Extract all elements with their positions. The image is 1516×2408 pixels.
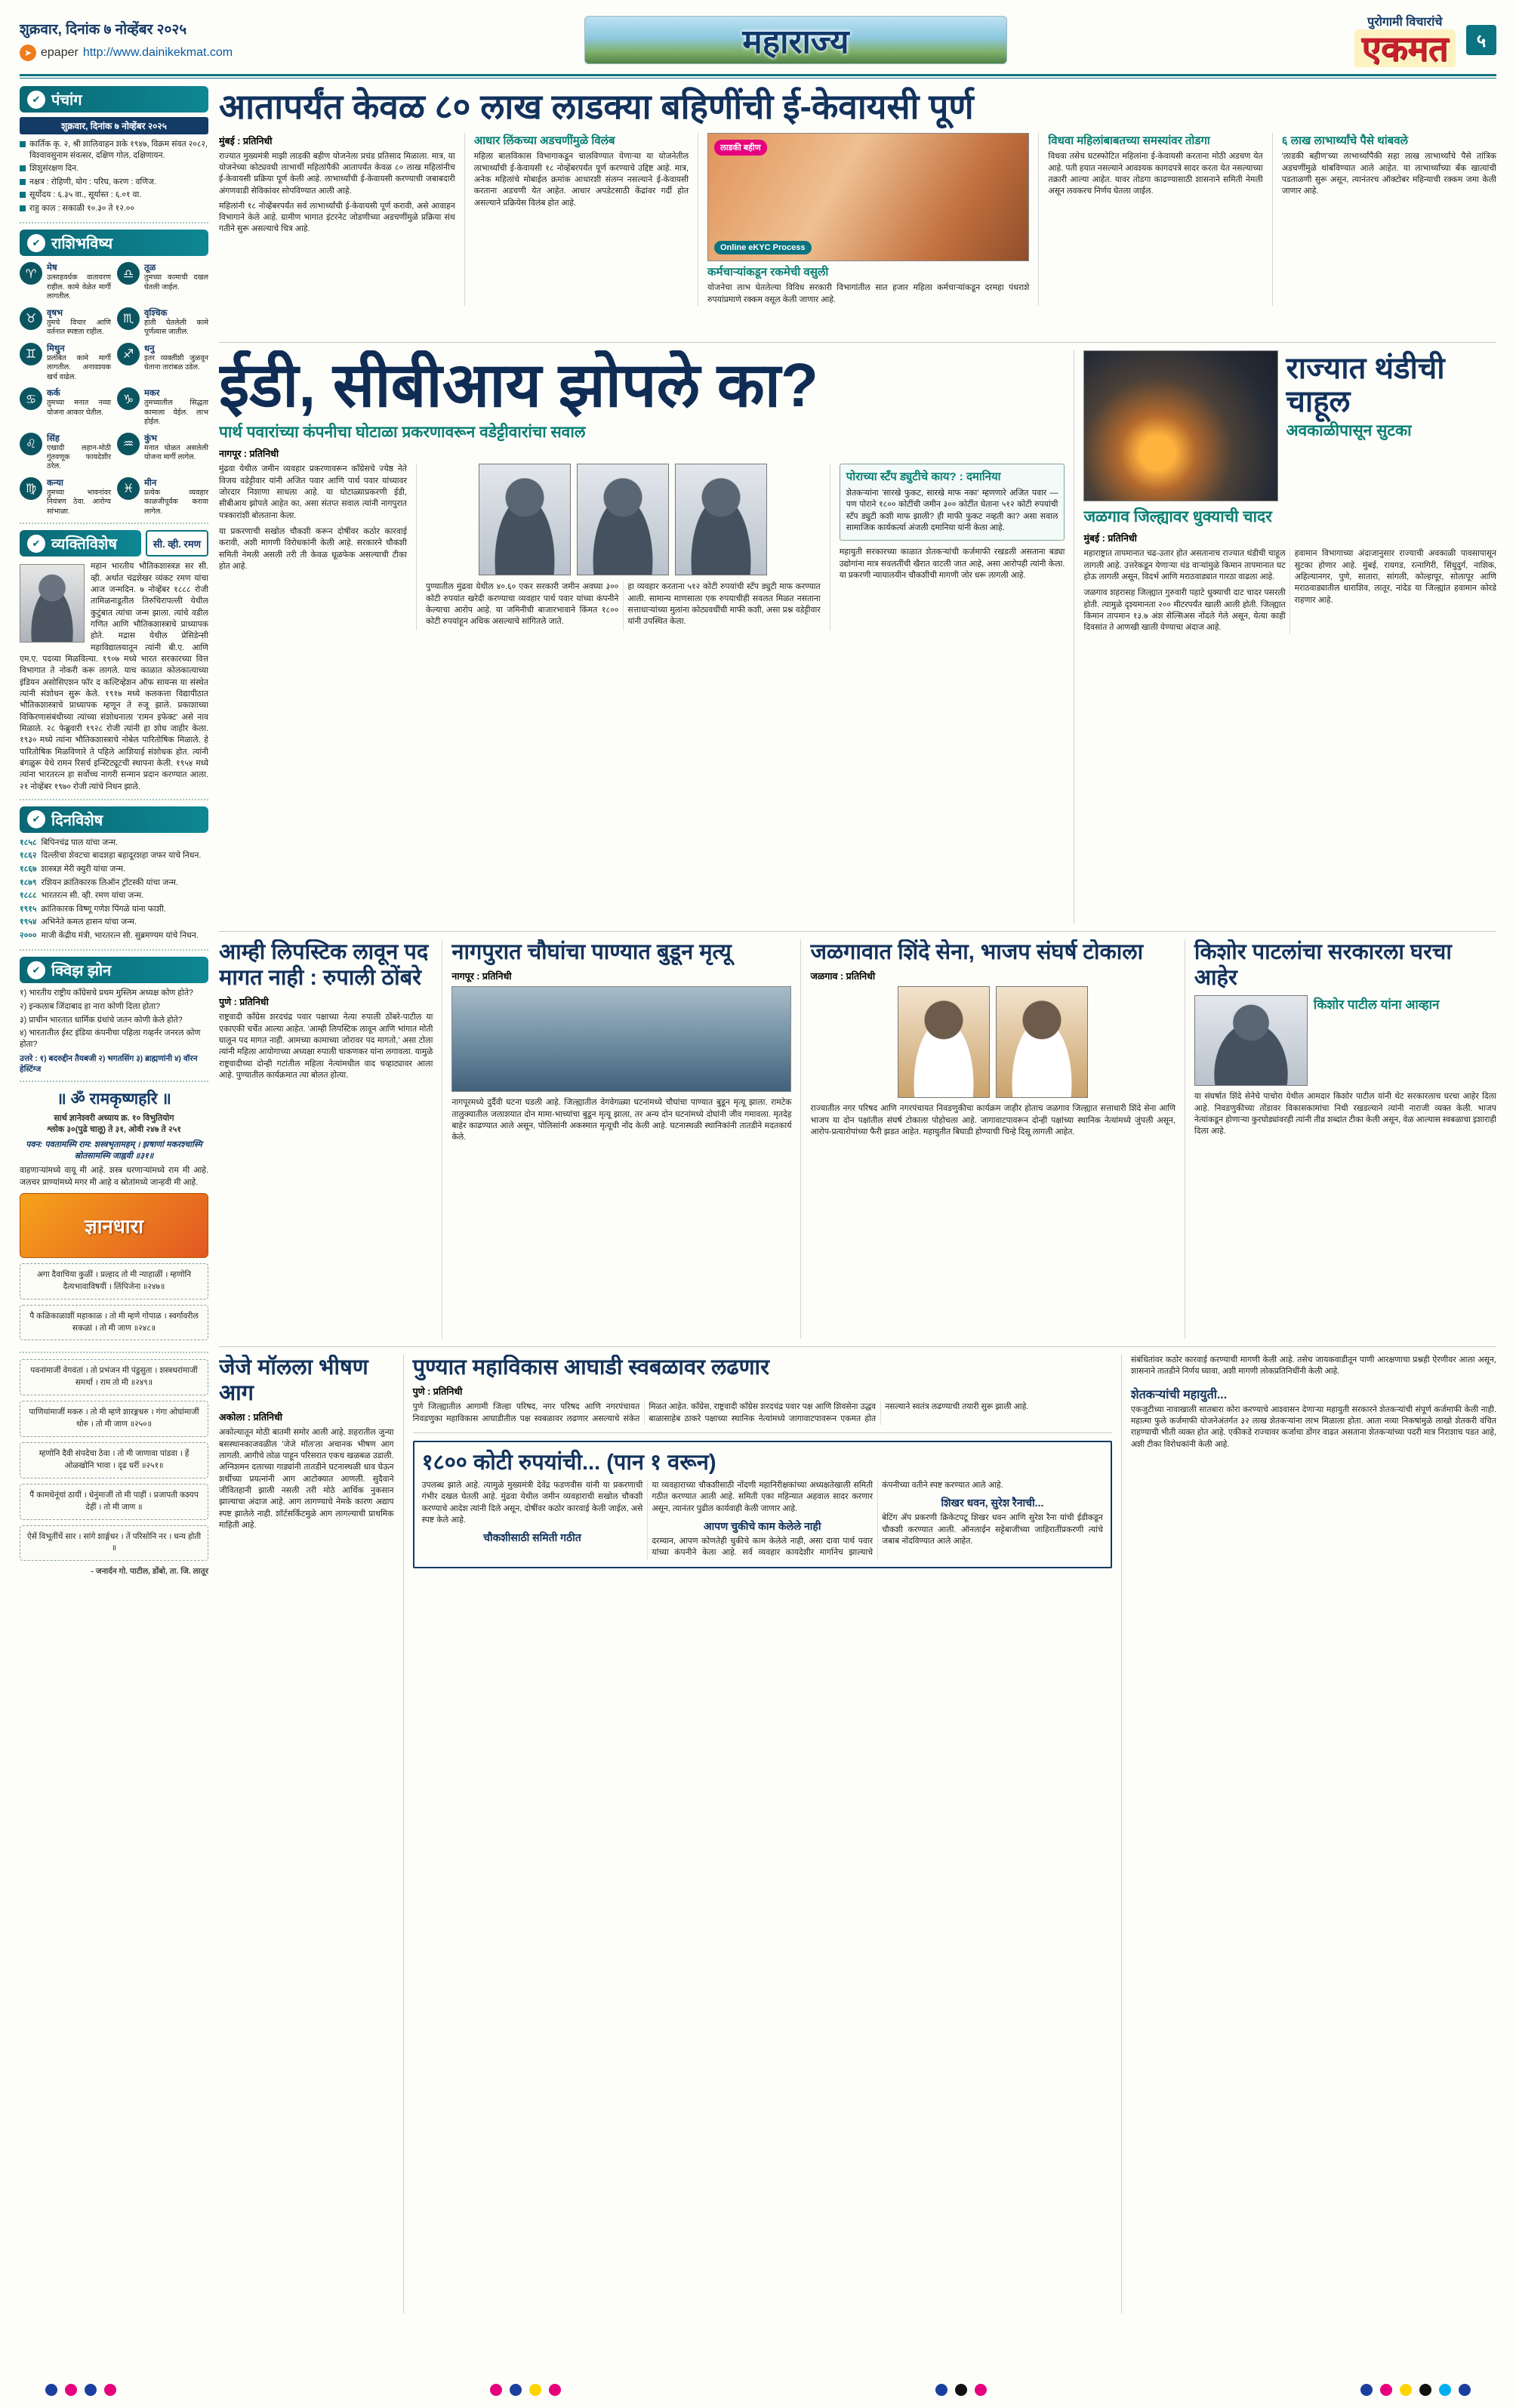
day-item: २००० माजी केंद्रीय मंत्री, भारतरत्न सी. सुब्रमण्यम यांचे निधन. (20, 930, 199, 940)
article-text: महिला बालविकास विभागाकडून चालविण्यात येणाऱ्या या योजनेतील लाभार्थ्यांची ई-केवायसी १८ नोव्हेंबरपर्यंत पूर्ण करण्याचे उद्दिष्ट आहे. मात्र, अनेक महिलांचे मोबाईल क्रमांक आधारशी संलग्न नसल्याने ई-केवायसी करताना अडचणी येत आहेत. आधार अपडेटसाठी केंद्रांवर गर्दी होत असल्याने प्रक्रियेस विलंब होत आहे. (473, 152, 689, 208)
day-item: १९१५ क्रांतिकारक विष्णू गणेश पिंगळे यांना फाशी. (20, 904, 166, 914)
byline: नागपूर : प्रतिनिधी (451, 971, 512, 982)
photo-leader-2 (996, 986, 1088, 1098)
subhead-payments-stopped: ६ लाख लाभार्थ्यांचे पैसे थांबवले (1281, 134, 1409, 147)
article-text: राज्यात मुख्यमंत्री माझी लाडकी बहीण योजनेला प्रचंड प्रतिसाद मिळाला. मात्र, या योजनेच्या कोट्यवधी लाभार्थी महिलांपैकी आतापर्यंत केवळ ८० लाख महिलांनीच ई-केवायसी प्रक्रिया पूर्ण केली आहे. लाभार्थ्यांची ई-केवायसी करण्याची जबाबदारी अंगणवाडी सेविकांवर सोपविण्यात आली आहे. (219, 151, 455, 196)
article-text: अकोल्यातून मोठी बातमी समोर आली आहे. शहरातील जुन्या बसस्थानकाजवळील 'जेजे मॉल'ला अचानक भीषण आग लागली. आगीचे लोळ पाहून परिसरात एकच खळबळ उडाली. अग्निशमन दलाच्या गाड्यांनी तातडीने घटनास्थळी धाव घेऊन शर्थीच्या प्रयत्नांनी आग आटोक्यात आणली. सुदैवाने जीवितहानी झाली नसली तरी मोठे आर्थिक नुकसान झाल्याचा अंदाज आहे. आग लागण्याचे नेमके कारण अद्याप स्पष्ट झालेले नाही. शॉर्टसर्किटमुळे आग लागल्याची प्राथमिक माहिती आहे. (219, 1428, 394, 1531)
leo-icon: ♌ (20, 433, 42, 455)
row-mid-stories (219, 939, 1496, 1347)
spiritual-section (20, 1088, 208, 1353)
zodiac-cell: ♉ वृषभ तुमचे विचार आणि वर्तनात स्पष्टता राहील. (20, 307, 111, 338)
photo-politician-2 (577, 464, 669, 575)
zodiac-cell: ♈ मेष उत्साहवर्धक वातावरण राहील. कामे वेळेत मार्गी लागतील. (20, 262, 111, 301)
bullet-icon (20, 192, 26, 198)
article-text: बेटिंग ॲप प्रकरणी क्रिकेटपटू शिखर धवन आणि सुरेश रैना यांची ईडीकडून चौकशी करण्यात आली. ऑनलाईन सट्टेबाजीच्या जाहिरातींप्रकरणी त्यांचे जबाब नोंदविण्यात आले आहेत. (882, 1513, 1103, 1546)
virgo-icon: ♍ (20, 477, 42, 500)
masthead-scenic-strip (584, 16, 1007, 64)
panchang-line: शिशुसंरक्षण दिन. (20, 163, 208, 174)
dot-group (490, 2384, 561, 2396)
subhead-unseasonal-relief: अवकाळीपासून सुटका (1286, 422, 1412, 439)
panchang-line: नक्षत्र : रोहिणी, योग : परिघ, करण : वणिज. (20, 177, 208, 188)
story-ed-col3 (830, 464, 1065, 630)
masthead-title: महाराज्य (742, 23, 849, 60)
story-ekyc-aadhaar-col (464, 133, 689, 306)
person-bio: महान भारतीय भौतिकशास्त्रज्ञ सर सी. व्ही. अर्थात चंद्रशेखर व्यंकट रमण यांचा आज जन्मदिन. ७ नोव्हेंबर १८८८ रोजी तामिळनाडूतील तिरुचिरापल्ली येथील कुटुंबात त्यांचा जन्म झाला. त्यांचे वडील गणित आणि भौतिकशास्त्राचे प्राध्यापक होते. मद्रास येथील प्रेसिडेन्सी महाविद्यालयातून त्यांनी बी.ए. आणि एम.ए. पदव्या मिळविल्या. १९०७ मध्ये भारत सरकारच्या वित्त विभागात ते नोकरी करू लागले. याच काळात कोलकात्याच्या इंडियन असोसिएशन फॉर द कल्टिव्हेशन ऑफ सायन्स या संस्थेत त्यांनी संशोधन सुरू केले. १९१७ मध्ये कलकत्ता विद्यापीठात भौतिकशास्त्राचे प्राध्यापक म्हणून ते रुजू झाले. प्रकाशाच्या विकिरणासंबंधीच्या त्यांच्या संशोधनाला 'रामन इफेक्ट' असे नाव मिळाले. २८ फेब्रुवारी १९२८ रोजी त्यांनी हा शोध जाहीर केला. १९३० मध्ये त्यांना भौतिकशास्त्राचे नोबेल पारितोषिक मिळाले. हे पारितोषिक मिळविणारे ते पहिले आशियाई संशोधक होत. त्यांनी बंगळुरू येथे रामन रिसर्च इन्स्टिट्यूटची स्थापना केली. १९५४ मध्ये त्यांना भारतरत्न हा सर्वोच्च नागरी सन्मान प्रदान करण्यात आला. २१ नोव्हेंबर १९७० रोजी त्यांचे निधन झाले. (20, 562, 208, 791)
panchang-line: सूर्योदय : ६.३५ वा., सूर्यास्त : ६.०१ वा. (20, 190, 208, 201)
person-special-section (20, 530, 208, 800)
check-icon: ✔ (27, 535, 45, 553)
day-special-header (20, 806, 208, 833)
story-drowning-headline: नागपुरात चौघांचा पाण्यात बुडून मृत्यू (451, 940, 732, 964)
header-left (20, 19, 344, 61)
check-icon: ✔ (27, 810, 45, 828)
dot-group (935, 2384, 987, 2396)
damania-quote-title: पोराच्या स्टँप ड्युटीचे काय? : दमानिया (846, 470, 1001, 484)
photo-women-ekyc (707, 133, 1029, 261)
day-item: १९५४ अभिनेते कमल हासन यांचा जन्म. (20, 917, 137, 927)
day-special-title: दिनविशेष (51, 812, 103, 829)
verse-box: म्हणोनि दैवी संपदेचा ठेवा । तो मी जाणावा पांडवा । हें ओळखोनि भावा । दृढ धरीं ॥२५१॥ (20, 1442, 208, 1478)
article-text: 'लाडकी बहीण'च्या लाभार्थ्यांपैकी सहा लाख लाभार्थ्यांचे पैसे तांत्रिक अडचणींमुळे थांबविण्यात आले आहेत. या लाभार्थ्यांच्या बँक खात्यांची पडताळणी सुरू असून, त्यानंतरच ऑक्टोबर महिन्याची रक्कम जमा केली जाणार आहे. (1281, 152, 1496, 196)
aries-icon: ♈ (20, 262, 42, 285)
bullet-icon (20, 165, 26, 171)
horoscope-section (20, 230, 208, 524)
zodiac-cell: ♊ मिथुन प्रलंबित कामे मार्गी लागतील. अनावश्यक खर्च वाढेल. (20, 343, 111, 382)
zodiac-cell: ♒ कुंभ मनात घोळत असलेली योजना मार्गी लागेल. (117, 433, 208, 472)
photo-kishor-patil (1194, 995, 1308, 1086)
verse-box: पै कळिकाळाशीं महाकाळ । तो मी म्हणे गोपाळ । स्वर्गावरील सकळां । तो मी जाण ॥२४८॥ (20, 1305, 208, 1341)
panchang-date: शुक्रवार, दिनांक ७ नोव्हेंबर २०२५ (20, 117, 208, 134)
day-item: १८७९ रशियन क्रांतिकारक लिऑन ट्रॉटस्की यांचा जन्म. (20, 877, 178, 887)
article-text: जळगाव शहरासह जिल्ह्यात गुरुवारी पहाटे धुक्याची दाट चादर पसरली होती. त्यामुळे दृश्यमानता २०० मीटरपर्यंत खाली आली होती. जिल्ह्यात किमान तापमान १३.७ अंश सेल्सिअस नोंदले गेले असून, येत्या काही दिवसांत ते आणखी खाली येण्याचा अंदाज आहे. (1083, 588, 1286, 633)
story-ekyc-headline: आतापर्यंत केवळ ८० लाख लाडक्या बहिणींची ई-केवायसी पूर्ण (219, 87, 974, 126)
cancer-icon: ♋ (20, 387, 42, 410)
article-text: राज्यातील नगर परिषद आणि नगरपंचायत निवडणुकीचा कार्यक्रम जाहीर होताच जळगाव जिल्ह्यात सत्ताधारी शिंदे सेना आणि भाजप या दोन पक्षांतील संघर्ष टोकाला पोहोचला आहे. जागावाटपावरून दोन्ही पक्षांच्या स्थानिक नेत्यांमध्ये जुंपली असून, आरोप-प्रत्यारोपांच्या फैरी झडत आहेत. महायुतीत बिघाडी होण्याची चिन्हे दिसू लागली आहेत. (810, 1104, 1176, 1136)
date-line: शुक्रवार, दिनांक ७ नोव्हेंबर २०२५ (20, 22, 187, 38)
ladki-bahin-badge: लाडकी बहीण (714, 140, 767, 156)
photo-fire-warming (1083, 350, 1278, 501)
story-ed-subhead: पार्थ पवारांच्या कंपनीचा घोटाळा प्रकरणावरून वडेट्टीवारांचा सवाल (219, 424, 586, 442)
zodiac-cell: ♍ कन्या तुमच्या भावनांवर नियंत्रण ठेवा. आरोग्य सांभाळा. (20, 477, 111, 516)
sagittarius-icon: ♐ (117, 343, 140, 365)
subhead-widow-issues: विधवा महिलांबाबतच्या समस्यांवर तोडगा (1048, 134, 1210, 147)
gyandhara-ad-title: ज्ञानधारा (85, 1214, 143, 1238)
header-rule (20, 74, 1496, 79)
capricorn-icon: ♑ (117, 387, 140, 410)
person-photo (20, 564, 85, 643)
article-text: उपलब्ध झाले आहे. त्यामुळे मुख्यमंत्री देवेंद्र फडणवीस यांनी या प्रकरणाची गंभीर दखल घेतली आहे. मुंढवा येथील जमीन व्यवहाराची सखोल चौकशी करण्याचे आदेश त्यांनी दिले असून, दोषींवर कठोर कारवाई केली जाईल, असे स्पष्ट केले आहे. (421, 1481, 643, 1525)
article-text: दरम्यान, आपण कोणतेही चुकीचे काम केलेले नाही, असा दावा पार्थ पवार यांच्या कंपनीने केला आहे. सर्व व्यवहार कायदेशीर मार्गानेच झाल्याचे कंपनीच्या वतीने स्पष्ट करण्यात आले आहे. (652, 1481, 1003, 1558)
damania-quote-text: शेतकऱ्यांना 'सारखे फुकट, सारखे माफ नका' म्हणणारे अजित पवार — पण पोराने १८०० कोटींची जमीन ३०० कोटींत घेताना ५१२ कोटी रुपयांची स्टँप ड्युटी कशी माफ झाली? ही माफी फुकट नव्हती का? असा सवाल सामाजिक कार्यकर्त्या अंजली दमानिया यांनी केला आहे. (846, 489, 1058, 533)
lower-middle-column (413, 1355, 1122, 2314)
header-right (1247, 13, 1496, 68)
check-icon: ✔ (27, 961, 45, 979)
page-number: ५ (1466, 25, 1496, 55)
story-mall-fire (219, 1355, 404, 2314)
article-text: संबंधितांवर कठोर कारवाई करण्याची मागणी केली आहे. तसेच जायकवाडीतून पाणी आरक्षणाचा प्रश्नही ऐरणीवर आला असून, शासनाने तातडीने निर्णय घ्यावा, अशी मागणी लोकप्रतिनिधींनी केली आहे. (1130, 1355, 1496, 1377)
bullet-icon (20, 141, 26, 147)
photo-leader-1 (898, 986, 990, 1098)
panchang-line: कार्तिक कृ. २, श्री शालिवाहन शके १९४७, विक्रम संवत २०८२, विश्वावसुनाम संवत्सर, दक्षिण गोल, दक्षिणायन. (20, 139, 208, 161)
article-text: महायुती सरकारच्या काळात शेतकऱ्यांची कर्जमाफी रखडली असताना बड्या उद्योगांना मात्र सवलतींची खैरात वाटली जात आहे, असा आरोपही त्यांनी केला. या प्रकरणी न्यायालयीन चौकशीची मागणी जोर धरू लागली आहे. (839, 547, 1065, 581)
horoscope-title: राशिभविष्य (51, 236, 113, 253)
subhead-recovery: कर्मचाऱ्यांकडून रकमेची वसुली (707, 265, 829, 279)
day-special-section (20, 806, 208, 951)
article-text: पुणे जिल्ह्यातील आगामी जिल्हा परिषद, नगर परिषद आणि नगरपंचायत निवडणुका महाविकास आघाडीतील पक्ष स्वबळावर लढणार असल्याचे संकेत मिळत आहेत. काँग्रेस, राष्ट्रवादी काँग्रेस शरदचंद्र पवार पक्ष आणि शिवसेना उद्धव बाळासाहेब ठाकरे पक्षाच्या स्थानिक नेत्यांमध्ये जागावाटपावरून एकमत होत नसल्याने स्वतंत्र लढण्याची तयारी सुरू झाली आहे. (412, 1402, 1029, 1423)
article-text: राष्ट्रवादी काँग्रेस शरदचंद्र पवार पक्षाच्या नेत्या रुपाली ठोंबरे-पाटील या एकाएकी चर्चेत आल्या आहेत. 'आम्ही लिपस्टिक लावून आणि भांगात मोती घालून पद मागत नाही. आमच्या कामाच्या जोरावर पद मागतो,' असा टोला त्यांनी महिला आयोगाच्या अध्यक्षा रुपाली चाकणकर यांना लगावला. यामुळे राष्ट्रवादीच्या दोन्ही गटांतील महिला नेत्यांमधील वाद चव्हाट्यावर आला आहे. पुण्यातील कार्यक्रमात त्या बोलत होत्या. (219, 1013, 433, 1081)
quiz-title: क्विझ झोन (51, 963, 112, 980)
politician-photos (426, 464, 821, 575)
article-text: मुंढवा येथील जमीन व्यवहार प्रकरणावरून काँग्रेसचे ज्येष्ठ नेते विजय वडेट्टीवार यांनी अजित पवार आणि पार्थ पवार यांच्यावर जोरदार निशाणा साधला आहे. या घोटाळ्याप्रकरणी ईडी, सीबीआय झोपले आहेत का, असा संतप्त सवाल त्यांनी नागपुरात पत्रकारांशी बोलताना केला. (219, 464, 407, 520)
quiz-answers: उत्तरे : १) बदरुद्दीन तैयबजी २) भगतसिंग ३) ब्राह्मणांनी ४) वॉरन हेस्टिंग्ज (20, 1054, 198, 1075)
story-lipstick-headline: आम्ही लिपस्टिक लावून पद मागत नाही : रुपाली ठोंबरे (219, 940, 429, 991)
quiz-question: १) भारतीय राष्ट्रीय काँग्रेसचे प्रथम मुस्लिम अध्यक्ष कोण होते? (20, 988, 193, 998)
zodiac-cell: ♏ वृश्चिक हाती घेतलेली कामे पूर्णत्वास जातील. (117, 307, 208, 338)
story-ed-col1 (219, 464, 407, 630)
story-ekyc (219, 86, 1496, 343)
panchang-title: पंचांग (51, 92, 82, 109)
quiz-question: ४) भारतातील ईस्ट इंडिया कंपनीचा पहिला गव्हर्नर जनरल कोण होता? (20, 1028, 201, 1049)
lower-right-rail (1131, 1355, 1496, 2314)
epaper-arrow-icon: ➤ (20, 45, 36, 61)
subhead-jalgaon-fog: जळगाव जिल्ह्यावर धुक्याची चादर (1083, 508, 1272, 526)
story-lipstick (219, 939, 433, 1339)
brand-box (1354, 13, 1456, 68)
spiritual-ref1: सार्थ ज्ञानेश्वरी अध्याय क्र. १० विभुतियोग (54, 1114, 174, 1124)
day-item: १८६२ दिल्लीचा शेवटचा बादशहा बहादूरशहा जफर याचे निधन. (20, 851, 202, 861)
photo-politician-1 (479, 464, 571, 575)
person-bio-wrap (20, 561, 208, 793)
verse-ads-section (20, 1359, 208, 1577)
story-ekyc-widow-col (1038, 133, 1262, 306)
story-drowning (442, 939, 791, 1339)
byline: मुंबई : प्रतिनिधी (1083, 533, 1137, 544)
article-text: महाराष्ट्रात तापमानात चढ-उतार होत असतानाच राज्यात थंडीची चाहूल लागली आहे. उत्तरेकडून येणाऱ्या थंड वाऱ्यांमुळे किमान तापमानात घट होऊ लागली असून, विदर्भ आणि मराठवाड्यात गारठा वाढला आहे. (1083, 549, 1286, 581)
scorpio-icon: ♏ (117, 307, 140, 330)
panchang-header (20, 86, 208, 113)
spiritual-title: ॥ ॐ रामकृष्णहरि ॥ (57, 1090, 171, 1108)
brand-name: एकमत (1354, 29, 1456, 68)
quiz-question: ३) प्राचीन भारतात धार्मिक ग्रंथांचे जतन कोणी केले होते? (20, 1015, 183, 1025)
row-lower (219, 1355, 1496, 2314)
byline: जळगाव : प्रतिनिधी (810, 971, 876, 982)
day-item: १८८८ भारतरत्न सी. व्ही. रमण यांचा जन्म. (20, 891, 144, 901)
photo-river-water (451, 986, 791, 1092)
dot-group (45, 2384, 116, 2396)
person-special-title: व्यक्तिविशेष (51, 536, 118, 553)
day-item: १८६७ शास्त्रज्ञ मेरी क्युरी यांचा जन्म. (20, 865, 126, 874)
zodiac-cell: ♐ धनु इतर व्यक्तींशी जुळवून घेताना तारांबळ उडेल. (117, 343, 208, 382)
quiz-question: २) इन्कलाब जिंदाबाद हा नारा कोणी दिला होता? (20, 1001, 161, 1011)
story-1800-headline: १८०० कोटी रुपयांची... (पान १ वरून) (421, 1450, 716, 1475)
story-mall-fire-headline: जेजे मॉलला भीषण आग (219, 1355, 368, 1406)
verse-box: ऐसें विभूतींचें सार । सांगे शार्ङ्गधर । तें परिसोनि नर । धन्य होती ॥ (20, 1525, 208, 1562)
article-text: महिलांनी १८ नोव्हेंबरपर्यंत सर्व लाभार्थ्यांची ई-केवायसी पूर्ण करावी, असे आवाहन विभागाने केले आहे. ग्रामीण भागात इंटरनेट जोडणीच्या अडचणींमुळे प्रक्रिया संथ गतीने सुरू असल्याचे चित्र आहे. (219, 201, 455, 234)
taurus-icon: ♉ (20, 307, 42, 330)
epaper-label: epaper (41, 46, 79, 59)
dot-group (1360, 2384, 1471, 2396)
subhead-no-wrongdoing: आपण चुकीचे काम केलेले नाही (703, 1520, 821, 1533)
person-name-box: सी. व्ही. रमण (146, 530, 208, 557)
check-icon: ✔ (27, 91, 45, 109)
byline: अकोला : प्रतिनिधी (219, 1412, 283, 1423)
story-pune-mva (413, 1355, 1112, 1433)
damania-quote-box (840, 464, 1065, 541)
article-text: नागपूरमध्ये दुर्दैवी घटना घडली आहे. जिल्ह्यातील वेगवेगळ्या घटनांमध्ये चौघांचा पाण्यात बुडून मृत्यू झाला. रामटेक तालुक्यातील जलाशयात दोन मामा-भाच्यांचा बुडून मृत्यू झाला, तर अन्य दोन घटनांमध्ये दोघांनी जीव गमावला. मृतदेह बाहेर काढण्यात आले असून, पोलिसांनी अकस्मात मृत्यूची नोंद केली आहे. घटनास्थळी स्थानिकांनी तातडीने मदतकार्य केले. (451, 1098, 792, 1142)
story-1800-crore (413, 1441, 1112, 1568)
main-content (219, 86, 1496, 2351)
check-icon: ✔ (27, 234, 45, 252)
story-jalgaon-headline: जळगावात शिंदे सेना, भाजप संघर्ष टोकाला (810, 940, 1144, 964)
article-text: या व्यवहाराच्या चौकशीसाठी नोंदणी महानिरीक्षकांच्या अध्यक्षतेखाली समिती गठीत करण्यात आली आहे. समिती एका महिन्यात अहवाल सादर करणार असून, त्यानंतर पुढील कार्यवाही केली जाणार आहे. (652, 1481, 874, 1513)
panchang-line: राहु काल : सकाळी १०.३० ते १२.०० (20, 203, 208, 214)
spiritual-shloka: पवन: पवतामस्मि राम: शस्त्रभृतामहम् । झषाणां मकरश्चास्मि स्रोतसामस्मि जाह्नवी ॥३१॥ (26, 1140, 202, 1161)
subhead-aadhaar-link: आधार लिंकच्या अडचणींमुळे विलंब (473, 134, 615, 147)
story-ed-col2 (416, 464, 821, 630)
photo-politician-3 (675, 464, 767, 575)
epaper-url[interactable]: http://www.dainikekmat.com (82, 46, 233, 59)
print-registration-marks (0, 2384, 1516, 2396)
story-pune-headline: पुण्यात महाविकास आघाडी स्वबळावर लढणार (412, 1355, 769, 1380)
leader-photos (810, 986, 1175, 1098)
horoscope-header (20, 230, 208, 256)
epaper-line (20, 45, 344, 61)
zodiac-grid (20, 262, 208, 516)
libra-icon: ♎ (117, 262, 140, 285)
brand-tagline: पुरोगामी विचारांचे (1367, 15, 1443, 29)
article-text: हा व्यवहार करताना ५१२ कोटी रुपयांची स्टँप ड्युटी माफ करण्यात आली. सामान्य माणसाला एक रुपयाचीही सवलत मिळत नसताना सत्ताधाऱ्यांच्या मुलांना कोट्यवधींची माफी कशी, असा प्रश्न वडेट्टीवार यांनी उपस्थित केला. (627, 582, 821, 627)
article-text: हवामान विभागाच्या अंदाजानुसार राज्याची अवकाळी पावसापासून सुटका होणार आहे. मुंबई, रायगड, रत्नागिरी, सिंधुदुर्ग, नाशिक, अहिल्यानगर, पुणे, सातारा, सांगली, कोल्हापूर, सोलापूर आणि मराठवाड्यातील धाराशिव, लातूर, नांदेड या जिल्ह्यांत हवामान कोरडे राहणार आहे. (1294, 549, 1496, 605)
zodiac-cell: ♎ तूळ तुमच्या कामाची दखल घेतली जाईल. (117, 262, 208, 301)
story-ed-cbi (219, 350, 1074, 923)
gyandhara-ad[interactable] (20, 1193, 208, 1258)
subhead-kishor-challenge: किशोर पाटील यांना आव्हान (1313, 997, 1440, 1013)
story-kishor-patil (1185, 939, 1496, 1339)
quiz-section (20, 957, 208, 1082)
pisces-icon: ♓ (117, 477, 140, 500)
spiritual-ref2: श्लोक ३०(पुढे चालू) ते ३१, ओवी २४७ ते २५१ (46, 1125, 182, 1135)
quiz-header (20, 957, 208, 983)
story-weather (1083, 350, 1496, 923)
zodiac-cell: ♌ सिंह एखादी लहान-मोठी गुंतवणूक फायदेशीर ठरेल. (20, 433, 111, 472)
story-ed-headline: ईडी, सीबीआय झोपले का? (219, 351, 819, 420)
person-special-header (20, 530, 141, 557)
byline: पुणे : प्रतिनिधी (412, 1386, 463, 1398)
article-text: पुण्यातील मुंढवा येथील ४०.६० एकर सरकारी जमीन अवघ्या ३०० कोटी रुपयांत खरेदी करण्याचा व्यवहार पार्थ पवार यांच्या कंपनीने केल्याचा आरोप आहे. या जमिनीची बाजारभावाने किंमत १८०० कोटी रुपयांहून अधिक असल्याचे सांगितले जाते. (425, 582, 619, 627)
verse-box: पाणियांमाजीं मकरु । तो मी म्हणे शारङ्गधरु । गंगा ओघांमाजीं थोरु । तो मी जाण ॥२५०॥ (20, 1401, 208, 1437)
panchang-section (20, 86, 208, 224)
gemini-icon: ♊ (20, 343, 42, 365)
spiritual-prose: वाहणाऱ्यांमध्ये वायू मी आहे. शस्त्र धरणाऱ्यांमध्ये राम मी आहे. जलचर प्राण्यांमध्ये मगर मी आहे व स्रोतांमध्ये जान्हवी मी आहे. (20, 1166, 208, 1187)
article-text: या प्रकरणाची सखोल चौकशी करून दोषींवर कठोर कारवाई करावी, अशी मागणी विरोधकांनी केली आहे. सरकारने चौकशी समिती नेमली असली तरी ती केवळ धूळफेक असल्याची टीका होत आहे. (219, 526, 407, 571)
subhead-inquiry-committee: चौकशीसाठी समिती गठीत (483, 1531, 581, 1544)
story-weather-headline: राज्यात थंडीची चाहूल (1286, 352, 1445, 418)
byline: नागपूर : प्रतिनिधी (219, 449, 279, 460)
article-text: एकजुटीच्या नावाखाली सातबारा कोरा करण्याचे आश्वासन देणाऱ्या महायुती सरकारने शेतकऱ्यांची संपूर्ण कर्जमाफी केली नाही. महात्मा फुले कर्जमाफी योजनेअंतर्गत ३२ लाख शेतकऱ्यांना लाभ मिळाला होता. आता नव्या निकषांमुळे लाखो शेतकरी वंचित राहण्याची भीती व्यक्त होत आहे. एकीकडे राज्यावर कर्जाचा डोंगर वाढत असताना शेतकऱ्यांच्या पदरी मात्र निराशाच पडत आहे, अशी टीका विरोधकांनी केली आहे. (1130, 1404, 1496, 1449)
byline: पुणे : प्रतिनिधी (219, 997, 269, 1008)
ekyc-overlay-label: Online eKYC Process (714, 241, 812, 254)
story-ekyc-photo-col (698, 133, 1029, 306)
zodiac-cell: ♑ मकर तुमच्यातील सिद्धता कामाला येईल. लाभ होईल. (117, 387, 208, 427)
verse-box: अगा दैवाचिया कुळीं । प्रल्हाद तो मी न्याहाळीं । म्हणोनि दैत्यभावाविषयीं । लिंपिजेना ॥२४७॥ (20, 1263, 208, 1300)
article-text: योजनेचा लाभ घेतलेल्या विविध सरकारी विभागांतील सात हजार महिला कर्मचाऱ्यांकडून दरमहा पंधराशे रुपयांप्रमाणे रक्कम वसूल केली जाणार आहे. (707, 283, 1030, 304)
subhead-farmers-mahayuti: शेतकऱ्यांची महायुती... (1130, 1388, 1228, 1401)
verse-attribution: - जनार्दन गो. पाटील, डोंबो, ता. जि. लातूर (91, 1567, 208, 1577)
bullet-icon (20, 179, 26, 185)
verse-box: पैं कामधेनूंचां ठायीं । धेनुंमाजीं तो मी पाहीं । प्रजापती कश्यप देहीं । तो मी जाण ॥ (20, 1484, 208, 1520)
verse-box: पवनांमाजीं वेगवंतां । तो प्रभंजन मी पंडुसुता । शस्त्रधरांमाजीं समर्था । राम तो मी ॥२४९॥ (20, 1359, 208, 1395)
zodiac-cell: ♓ मीन प्रत्येक व्यवहार काळजीपूर्वक करावा लागेल. (117, 477, 208, 516)
page-header (20, 11, 1496, 69)
article-text: या संघर्षात शिंदे सेनेचे पाचोरा येथील आमदार किशोर पाटील यांनी थेट सरकारलाच घरचा आहेर दिला आहे. निवडणुकीच्या तोंडावर विकासकामांचा निधी रखडल्याने त्यांनी नाराजी व्यक्त केली. भाजप नेत्यांकडून होणाऱ्या कुरघोड्यांवरही त्यांनी तीव्र शब्दांत टीका केली असून, वेळ आल्यास स्वबळाचा इशाराही दिला आहे. (1194, 1092, 1496, 1136)
story-kishor-headline: किशोर पाटलांचा सरकारला घरचा आहेर (1194, 940, 1452, 991)
aquarius-icon: ♒ (117, 433, 140, 455)
day-item: १८५८ बिपिनचंद्र पाल यांचा जन्म. (20, 837, 119, 847)
left-sidebar (20, 86, 208, 2351)
row-ed-weather (219, 350, 1496, 932)
masthead (344, 16, 1247, 64)
bullet-icon (20, 205, 26, 211)
zodiac-cell: ♋ कर्क तुमच्या मनात नव्या योजना आकार घेतील. (20, 387, 111, 427)
story-jalgaon-conflict (800, 939, 1175, 1339)
story-ekyc-stopped-col (1272, 133, 1496, 306)
story-ekyc-lead-col (219, 133, 455, 306)
article-text: विधवा तसेच घटस्फोटित महिलांना ई-केवायसी करताना मोठी अडचण येत आहे. पती हयात नसल्याने आवश्यक कागदपत्रे सादर करता येत नसल्याच्या तक्रारी आल्या आहेत. यावर तोडगा काढण्यासाठी शासनाने समिती नेमली असून लवकरच निर्णय घेतला जाईल. (1048, 152, 1263, 196)
byline: मुंबई : प्रतिनिधी (219, 135, 273, 146)
subhead-dhawan-raina: शिखर धवन, सुरेश रैनाची... (941, 1497, 1044, 1509)
